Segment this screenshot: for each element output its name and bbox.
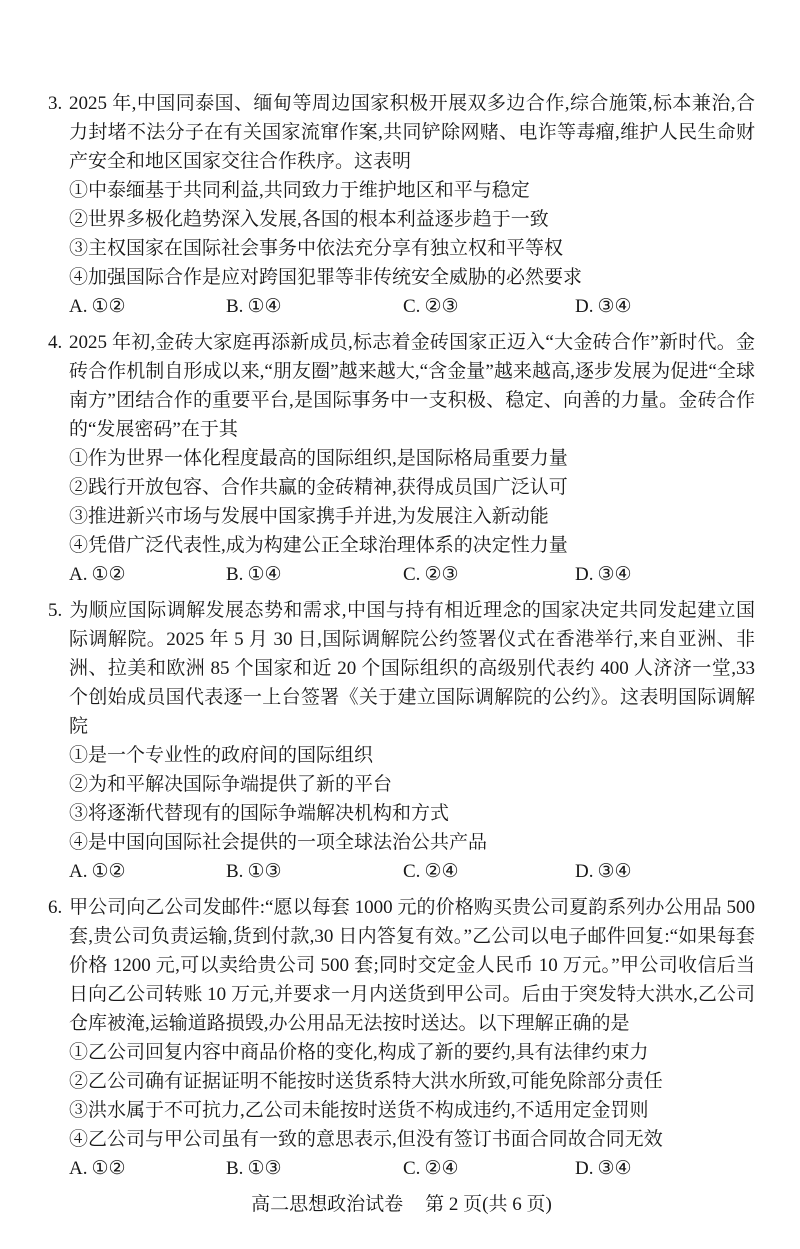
option-label: D. — [575, 564, 594, 585]
option-b — [226, 292, 403, 321]
question-6 — [48, 893, 755, 1183]
option-a — [69, 292, 226, 321]
question-number: 3. — [48, 93, 63, 114]
statement-3: ③主权国家在国际社会事务中依法充分享有独立权和平等权 — [69, 238, 564, 259]
question-stem — [48, 328, 755, 444]
statement-4: ④是中国向国际社会提供的一项全球法治公共产品 — [69, 832, 488, 853]
option-b — [226, 1154, 403, 1183]
option-c — [403, 560, 575, 589]
statement-1: ①是一个专业性的政府间的国际组织 — [69, 745, 374, 766]
statement-1: ①中泰缅基于共同利益,共同致力于维护地区和平与稳定 — [69, 180, 530, 201]
option-label: B. — [226, 1158, 244, 1179]
option-a — [69, 1154, 226, 1183]
option-label: C. — [403, 564, 421, 585]
option-label: A. — [69, 296, 88, 317]
option-value: ②④ — [424, 861, 459, 882]
option-label: A. — [69, 564, 88, 585]
statement-4: ④加强国际合作是应对跨国犯罪等非传统安全威胁的必然要求 — [69, 267, 583, 288]
statement-1: ①作为世界一体化程度最高的国际组织,是国际格局重要力量 — [69, 448, 568, 469]
statement-2: ②世界多极化趋势深入发展,各国的根本利益逐步趋于一致 — [69, 209, 549, 230]
option-value: ①② — [91, 861, 126, 882]
option-value: ①④ — [247, 296, 282, 317]
statement-3: ③将逐渐代替现有的国际争端解决机构和方式 — [69, 803, 450, 824]
option-value: ①③ — [247, 1158, 282, 1179]
options-row — [69, 1154, 755, 1183]
question-3 — [48, 89, 755, 321]
option-c — [403, 857, 575, 886]
question-stem — [48, 596, 755, 741]
statement-3: ③推进新兴市场与发展中国家携手并进,为发展注入新动能 — [69, 506, 549, 527]
option-value: ①② — [91, 1158, 126, 1179]
question-stem-text: 2025 年初,金砖大家庭再添新成员,标志着金砖国家正迈入“大金砖合作”新时代。金砖合作机制自形成以来,“朋友圈”越来越大,“含金量”越来越高,逐步发展为促进“全球南方”团结合作的重要平台,是国际事务中一支积极、稳定、向善的力量。金砖合作的“发展密码”在于其 — [69, 332, 755, 440]
option-label: A. — [69, 1158, 88, 1179]
question-number: 6. — [48, 897, 63, 918]
question-number: 5. — [48, 600, 63, 621]
options-row — [69, 560, 755, 589]
statement-3: ③洪水属于不可抗力,乙公司未能按时送货不构成违约,不适用定金罚则 — [69, 1100, 649, 1121]
option-value: ①④ — [247, 564, 282, 585]
question-5 — [48, 596, 755, 886]
option-b — [226, 857, 403, 886]
option-value: ①② — [91, 296, 126, 317]
option-c — [403, 292, 575, 321]
option-label: D. — [575, 861, 594, 882]
option-value: ②③ — [424, 296, 459, 317]
option-label: C. — [403, 861, 421, 882]
option-label: D. — [575, 1158, 594, 1179]
option-value: ②④ — [424, 1158, 459, 1179]
option-d — [575, 1154, 755, 1183]
option-label: B. — [226, 861, 244, 882]
option-value: ③④ — [597, 564, 632, 585]
question-stem — [48, 893, 755, 1038]
statement-2: ②为和平解决国际争端提供了新的平台 — [69, 774, 393, 795]
statement-1: ①乙公司回复内容中商品价格的变化,构成了新的要约,具有法律约束力 — [69, 1042, 649, 1063]
question-number: 4. — [48, 332, 63, 353]
footer-page-number: 第 2 页(共 6 页) — [425, 1194, 552, 1215]
question-4 — [48, 328, 755, 589]
question-stem-text: 为顺应国际调解发展态势和需求,中国与持有相近理念的国家决定共同发起建立国际调解院。2025 年 5 月 30 日,国际调解院公约签署仪式在香港举行,来自亚洲、非洲、拉美和欧洲 85 个国家和近 20 个国际组织的高级别代表约 400 人济济一堂,33 个创始成员国代表逐一上台签署《关于建立国际调解院的公约》。这表明国际调解院 — [69, 600, 755, 737]
option-label: B. — [226, 564, 244, 585]
option-d — [575, 857, 755, 886]
option-value: ①② — [91, 564, 126, 585]
statement-4: ④乙公司与甲公司虽有一致的意思表示,但没有签订书面合同故合同无效 — [69, 1129, 663, 1150]
option-label: C. — [403, 296, 421, 317]
option-a — [69, 560, 226, 589]
question-stem-text: 2025 年,中国同泰国、缅甸等周边国家积极开展双多边合作,综合施策,标本兼治,合力封堵不法分子在有关国家流窜作案,共同铲除网赌、电诈等毒瘤,维护人民生命财产安全和地区国家交往合作秩序。这表明 — [69, 93, 755, 172]
page-footer — [48, 1190, 755, 1219]
option-label: D. — [575, 296, 594, 317]
question-stem-text: 甲公司向乙公司发邮件:“愿以每套 1000 元的价格购买贵公司夏韵系列办公用品 500 套,贵公司负责运输,货到付款,30 日内答复有效。”乙公司以电子邮件回复:“如果每套价格 1200 元,可以卖给贵公司 500 套;同时交定金人民币 10 万元。”甲公司收信后当日向乙公司转账 10 万元,并要求一月内送货到甲公司。后由于突发特大洪水,乙公司仓库被淹,运输道路损毁,办公用品无法按时送达。以下理解正确的是 — [69, 897, 755, 1034]
option-value: ③④ — [597, 296, 632, 317]
statement-2: ②践行开放包容、合作共赢的金砖精神,获得成员国广泛认可 — [69, 477, 568, 498]
option-value: ①③ — [247, 861, 282, 882]
option-d — [575, 560, 755, 589]
option-value: ③④ — [597, 861, 632, 882]
footer-exam-title: 高二思想政治试卷 — [251, 1194, 404, 1215]
option-c — [403, 1154, 575, 1183]
option-a — [69, 857, 226, 886]
options-row — [69, 857, 755, 886]
option-label: A. — [69, 861, 88, 882]
option-value: ③④ — [597, 1158, 632, 1179]
options-row — [69, 292, 755, 321]
statement-2: ②乙公司确有证据证明不能按时送货系特大洪水所致,可能免除部分责任 — [69, 1071, 663, 1092]
option-d — [575, 292, 755, 321]
option-value: ②③ — [424, 564, 459, 585]
question-stem — [48, 89, 755, 176]
option-label: B. — [226, 296, 244, 317]
statement-4: ④凭借广泛代表性,成为构建公正全球治理体系的决定性力量 — [69, 535, 568, 556]
option-b — [226, 560, 403, 589]
option-label: C. — [403, 1158, 421, 1179]
